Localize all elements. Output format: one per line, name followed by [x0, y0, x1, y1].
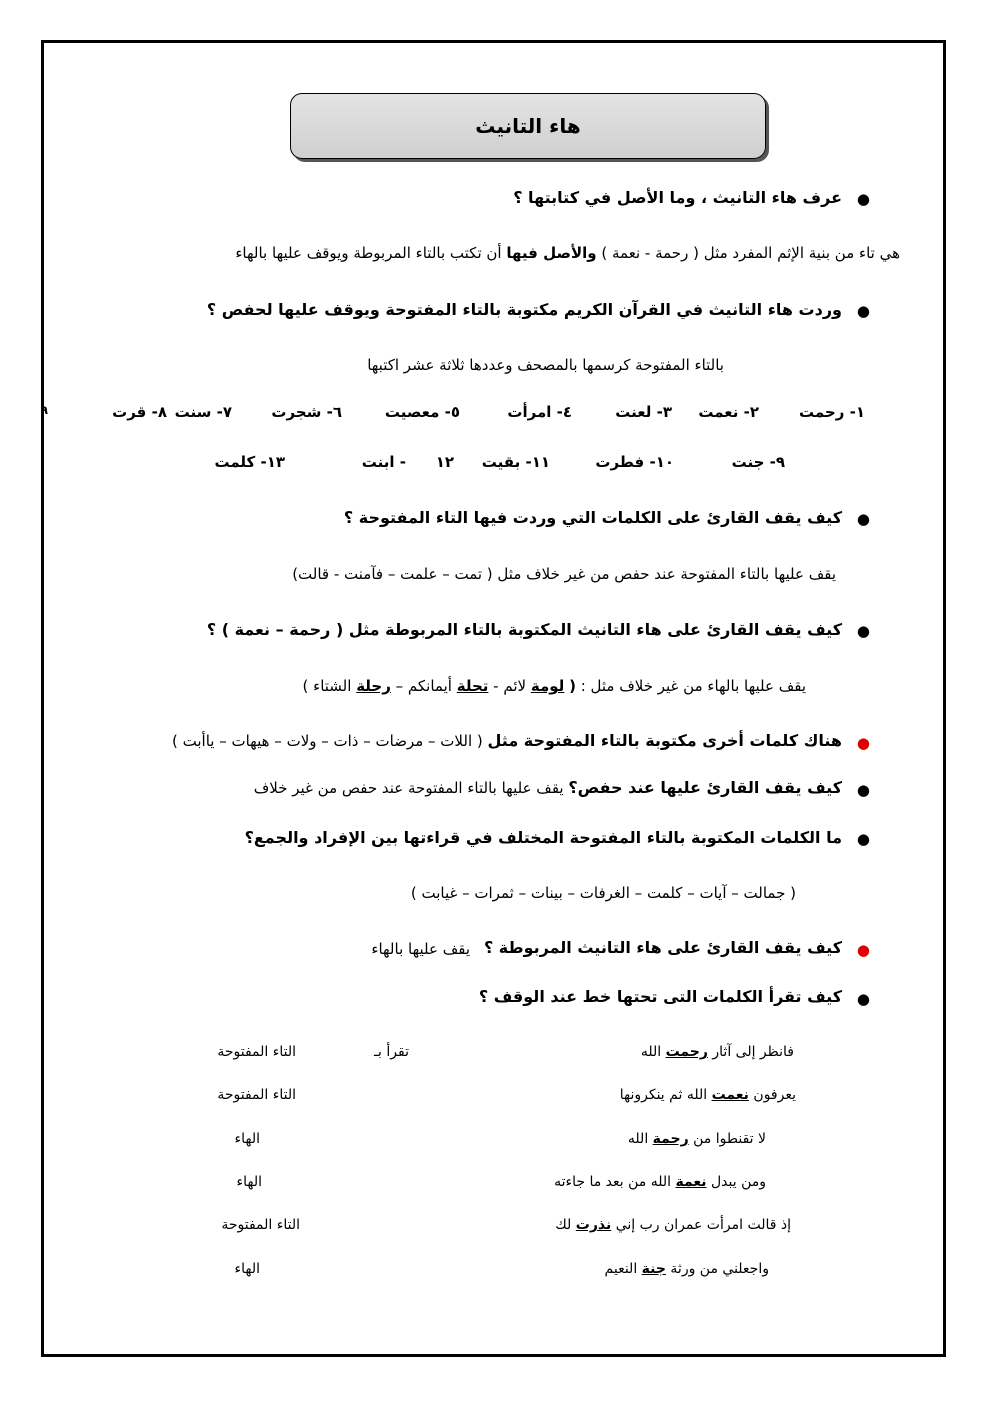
bullet-icon: ● [856, 510, 870, 528]
word-item: ١٠- فطرت [595, 453, 674, 471]
example-sentence: إذ قالت امرأت عمران رب إني نذرت لك [555, 1217, 791, 1233]
question-5: هناك كلمات أخرى مكتوبة بالتاء المفتوحة مثل ( اللات – مرضات – ذات – ولات – هيهات – ياأبت ) [172, 731, 842, 750]
answer-7: ( جمالت – آيات – كلمت – الغرفات – بينات – ثمرات – غيابت ) [410, 884, 796, 902]
reads-as-label: تقرأ بـ [373, 1044, 409, 1060]
example-answer: التاء المفتوحة [221, 1217, 300, 1233]
bullet-icon: ● [856, 781, 870, 799]
answer-1: هي تاء من بنية الإثم المفرد مثل ( رحمة - نعمة ) والأصل فيها أن تكتب بالتاء المربوطة ويوقف عليها بالهاء [235, 244, 900, 262]
example-sentence: لا تقنطوا من رحمة الله [627, 1131, 766, 1147]
bullet-icon: ● [856, 622, 870, 640]
example-answer: الهاء [236, 1174, 262, 1190]
question-7: ما الكلمات المكتوبة بالتاء المفتوحة المختلف في قراءتها بين الإفراد والجمع؟ [244, 828, 842, 847]
word-item: ٧- سنت [174, 403, 232, 421]
question-6: كيف يقف القارئ عليها عند حفص؟ يقف عليها بالتاء المفتوحة عند حفص من غير خلاف [253, 778, 842, 797]
question-8: كيف يقف القارئ على هاء التانيث المربوطة ؟ [483, 938, 842, 957]
word-item: ١- رحمت [799, 403, 865, 421]
word-item: ٣- لعنت [615, 403, 672, 421]
bullet-icon: ● [856, 990, 870, 1008]
bullet-icon: ● [856, 941, 870, 959]
page-title: هاء التانيث [290, 93, 766, 159]
word-item: ٨- قرت [112, 403, 167, 421]
bullet-icon: ● [856, 190, 870, 208]
example-sentence: ومن يبدل نعمة الله من بعد ما جاءته [554, 1174, 766, 1190]
question-4: كيف يقف القارئ على هاء التانيث المكتوبة بالتاء المربوطة مثل ( رحمة – نعمة ) ؟ [206, 620, 842, 639]
question-3: كيف يقف القارئ على الكلمات التي وردت فيها التاء المفتوحة ؟ [343, 508, 842, 527]
example-answer: التاء المفتوحة [217, 1044, 296, 1060]
word-item: ٢- نعمت [698, 403, 759, 421]
example-sentence: فانظر إلى آثار رحمت الله [640, 1044, 794, 1060]
word-item: ١٢ [435, 453, 454, 471]
example-answer: التاء المفتوحة [217, 1087, 296, 1103]
bullet-icon: ● [856, 302, 870, 320]
question-9: كيف تقرأ الكلمات التى تحتها خط عند الوقف ؟ [478, 987, 842, 1006]
bullet-icon: ● [856, 830, 870, 848]
example-answer: الهاء [234, 1131, 260, 1147]
bullet-icon: ● [856, 734, 870, 752]
example-sentence: واجعلني من ورثة جنة النعيم [604, 1261, 769, 1277]
example-sentence: يعرفون نعمت الله ثم ينكرونها [619, 1087, 796, 1103]
page-border [41, 40, 946, 1357]
word-item: ٤- امرأت [507, 403, 572, 421]
word-item: ٩ [40, 403, 48, 417]
question-2: وردت هاء التانيث في القرآن الكريم مكتوبة بالتاء المفتوحة ويوقف عليها لحفص ؟ [206, 300, 842, 319]
word-item: ١١- بقيت [481, 453, 550, 471]
word-item: ١٣- كلمت [214, 453, 285, 471]
word-item: ٦- شجرت [271, 403, 342, 421]
word-item: ٥- معصيت [384, 403, 460, 421]
word-item: - ابنت [361, 453, 406, 471]
answer-3: يقف عليها بالتاء المفتوحة عند حفص من غير خلاف مثل ( تمت – علمت – فآمنت - قالت) [292, 565, 836, 583]
answer-2: بالتاء المفتوحة كرسمها بالمصحف وعددها ثلاثة عشر اكتبها [367, 356, 724, 374]
question-1: عرف هاء التانيث ، وما الأصل في كتابتها ؟ [513, 188, 842, 207]
answer-8: يقف عليها بالهاء [371, 940, 470, 958]
word-item: ٩- جنت [731, 453, 785, 471]
example-answer: الهاء [234, 1261, 260, 1277]
answer-4: يقف عليها بالهاء من غير خلاف مثل : ( لومة لائم - تحلة أيمانكم – رحلة الشتاء ) [302, 677, 806, 695]
